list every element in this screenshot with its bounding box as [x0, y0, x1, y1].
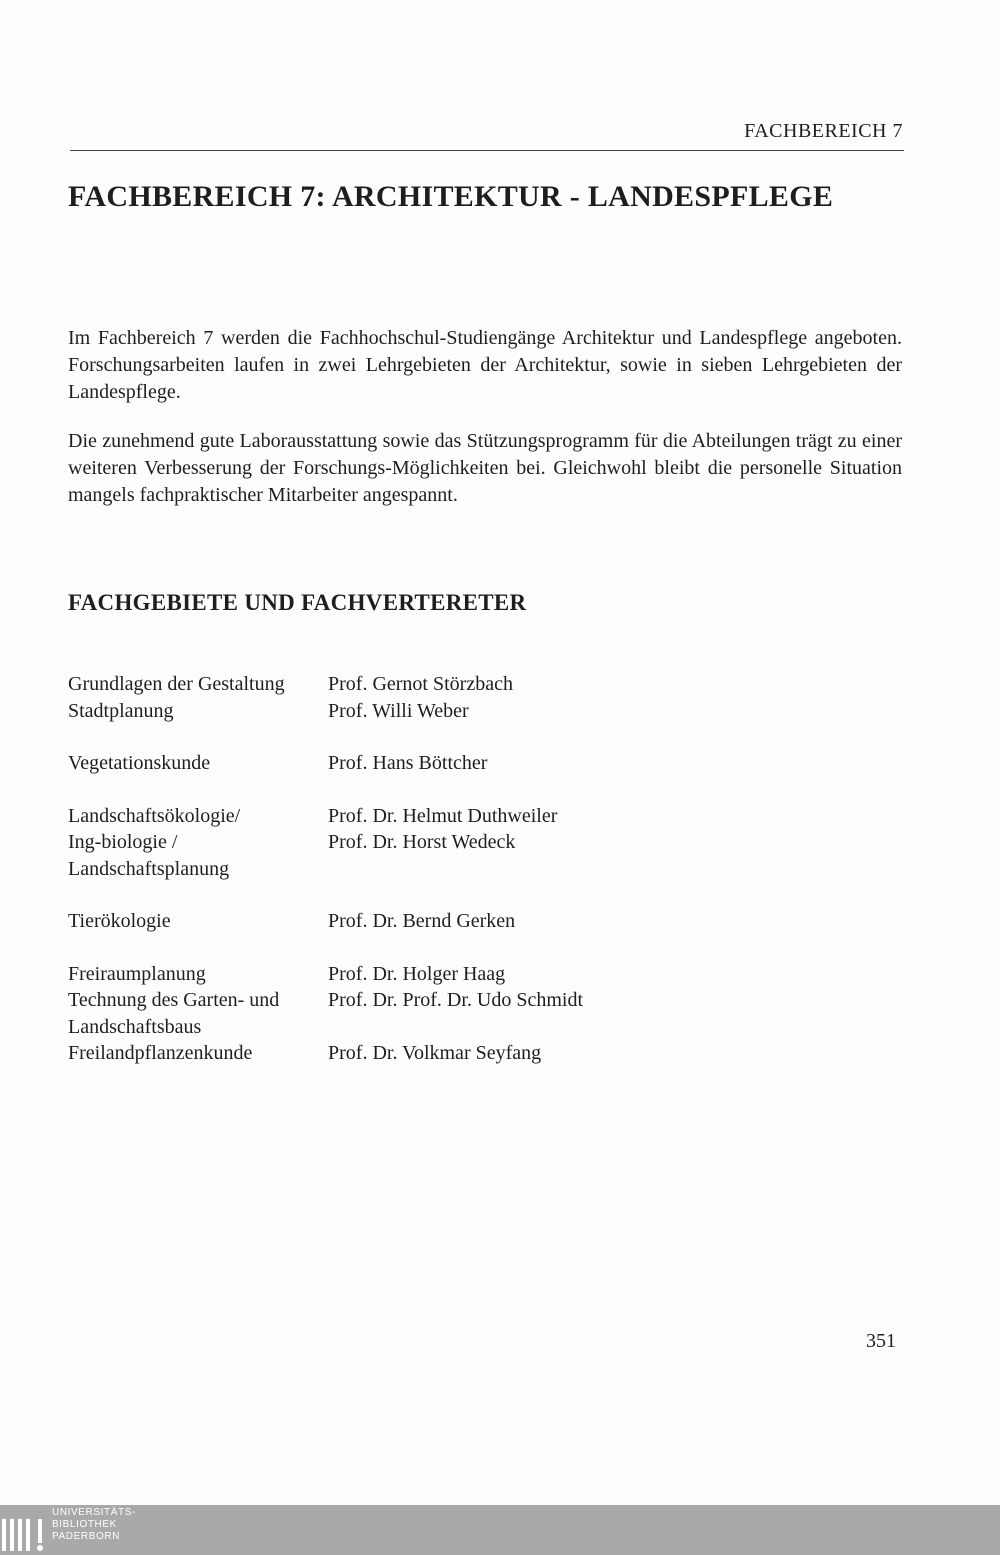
staff-row	[68, 671, 768, 698]
subject-area: Stadtplanung	[68, 699, 174, 722]
staff-row	[68, 1040, 768, 1067]
staff-group	[68, 961, 768, 1067]
library-footer	[0, 1505, 1000, 1555]
staff-row	[68, 856, 768, 883]
staff-row	[68, 908, 768, 935]
subject-area: Freilandpflanzenkunde	[68, 1042, 253, 1064]
subject-area: Landschaftsplanung	[68, 857, 230, 880]
library-logo-text	[52, 1507, 136, 1543]
professor-name: Prof. Hans Böttcher	[328, 752, 488, 774]
subject-area: Landschaftsökologie/	[68, 804, 241, 827]
staff-row	[68, 698, 768, 725]
professor-name: Prof. Dr. Prof. Dr. Udo Schmidt	[328, 989, 583, 1011]
library-logo	[2, 1505, 137, 1555]
staff-row	[68, 750, 768, 777]
staff-row	[68, 961, 768, 988]
staff-group	[68, 671, 768, 724]
section-title: FACHGEBIETE UND FACHVERTERETER	[68, 590, 527, 615]
subject-area: Landschaftsbaus	[68, 1015, 202, 1038]
logo-line: BIBLIOTHEK	[52, 1519, 117, 1530]
staff-row	[68, 829, 768, 856]
header-rule	[70, 150, 904, 151]
staff-row	[68, 1014, 768, 1041]
staff-group	[68, 803, 768, 883]
professor-name: Prof. Dr. Holger Haag	[328, 962, 506, 985]
subject-area: Technung des Garten- und	[68, 989, 280, 1011]
staff-row	[68, 803, 768, 830]
logo-line: UNIVERSITÄTS-	[52, 1507, 136, 1518]
intro-paragraph: Im Fachbereich 7 werden die Fachhochschul-Studiengänge Architektur und Landespflege angeboten. Forschungsarbeiten laufen in zwei Lehrgebieten der Architektur, sowie in sieben Lehrgebieten der Landespflege.	[68, 327, 902, 403]
lab-paragraph: Die zunehmend gute Laborausstattung sowie das Stützungsprogramm für die Abteilungen trägt zu einer weiteren Verbesserung der Forschungs-Möglichkeiten bei. Gleichwohl bleibt die personelle Situation mangels fachpraktischer Mitarbeiter angespannt.	[68, 430, 902, 506]
subject-area: Vegetationskunde	[68, 752, 211, 774]
subject-area: Tierökologie	[68, 910, 171, 932]
library-logo-icon	[2, 1519, 48, 1551]
page-number: 351	[866, 1330, 896, 1352]
staff-list	[68, 671, 768, 1093]
subject-area: Ing-biologie /	[68, 831, 178, 853]
professor-name: Prof. Dr. Volkmar Seyfang	[328, 1042, 542, 1064]
professor-name: Prof. Dr. Bernd Gerken	[328, 910, 516, 932]
page-title: FACHBEREICH 7: ARCHITEKTUR - LANDESPFLEGE	[68, 180, 834, 213]
logo-line: PADERBORN	[52, 1531, 121, 1542]
professor-name: Prof. Dr. Helmut Duthweiler	[328, 804, 558, 827]
professor-name: Prof. Willi Weber	[328, 699, 469, 722]
running-head: FACHBEREICH 7	[744, 120, 903, 142]
staff-group	[68, 750, 768, 777]
professor-name: Prof. Dr. Horst Wedeck	[328, 831, 516, 853]
subject-area: Grundlagen der Gestaltung	[68, 673, 285, 695]
professor-name: Prof. Gernot Störzbach	[328, 673, 513, 695]
subject-area: Freiraumplanung	[68, 962, 206, 985]
staff-row	[68, 987, 768, 1014]
staff-group	[68, 908, 768, 935]
